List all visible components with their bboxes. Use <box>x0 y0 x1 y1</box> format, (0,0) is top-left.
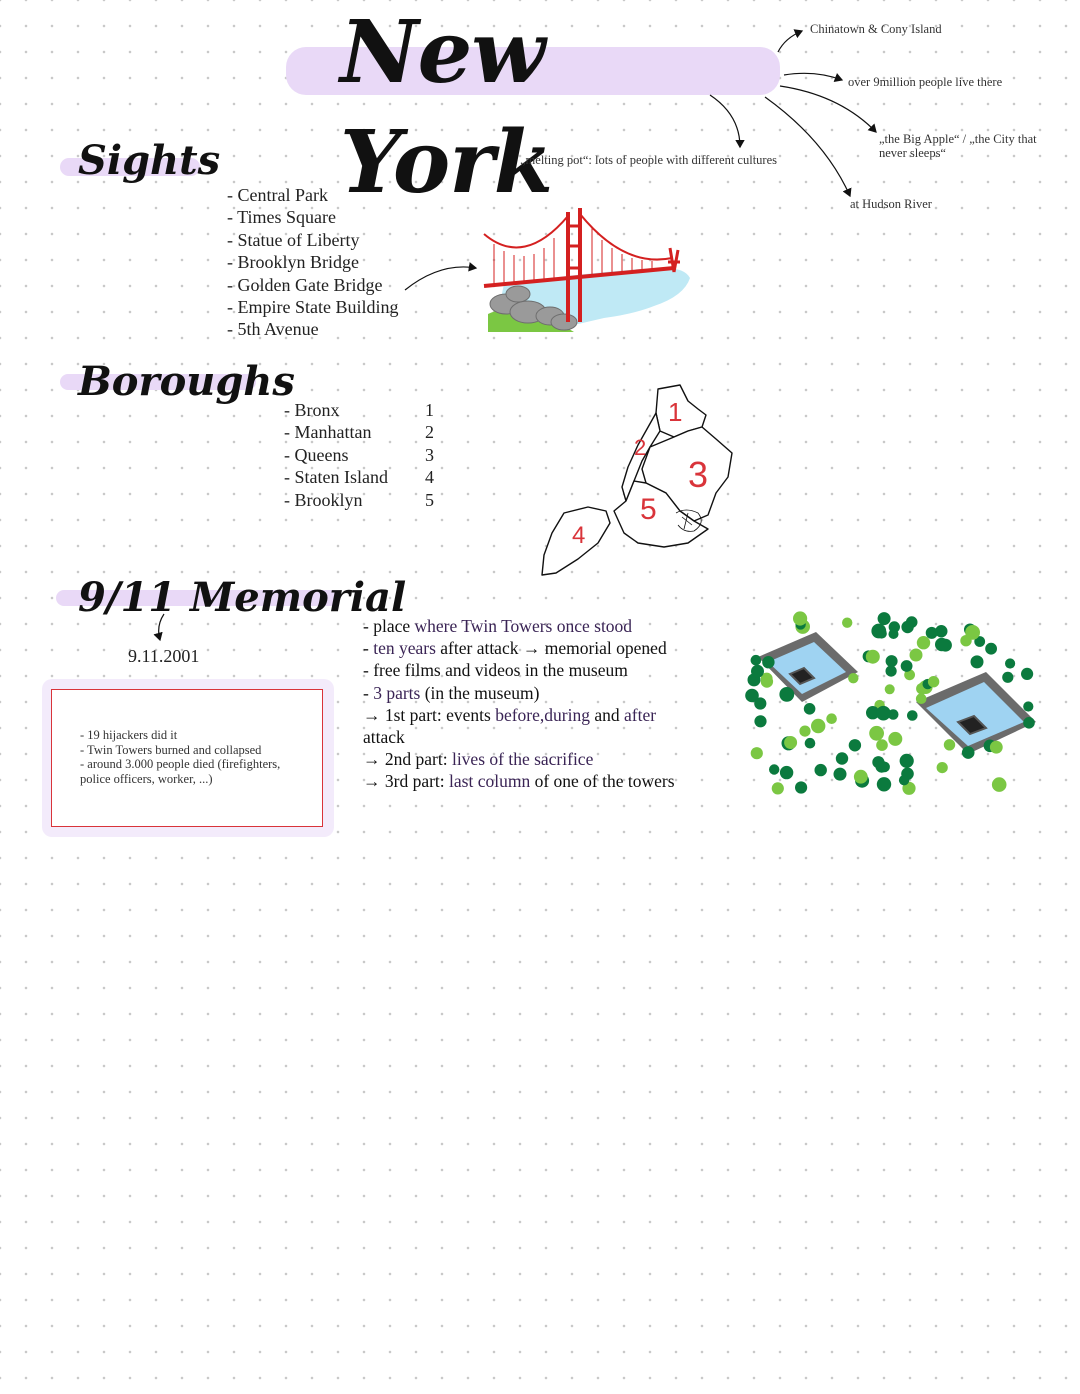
tree-dot <box>751 747 763 759</box>
tree-dot <box>780 766 793 779</box>
tree-dot <box>971 655 984 668</box>
tree-dot <box>848 673 858 683</box>
memorial-pools-illustration <box>746 612 1046 797</box>
tree-dot <box>834 768 847 781</box>
tree-dot <box>866 650 880 664</box>
golden-gate-arrow <box>0 0 1080 400</box>
tree-dot <box>907 710 918 721</box>
page-title: New York <box>340 2 553 213</box>
tree-dot <box>937 762 948 773</box>
list-item: - Brooklyn <box>284 489 363 510</box>
memorial-line: → 3rd part: last column of one of the towers <box>363 771 675 792</box>
tree-dot <box>886 655 898 667</box>
list-item: - Staten Island <box>284 467 388 488</box>
list-item: - Statue of Liberty <box>227 229 360 250</box>
tree-dot <box>784 736 797 749</box>
tree-dot <box>779 687 794 702</box>
tree-dot <box>900 754 914 768</box>
tree-dot <box>751 655 762 666</box>
list-item: - Central Park <box>227 185 328 205</box>
boroughs-heading: Boroughs <box>78 358 295 405</box>
borough-number: 2 <box>425 422 434 442</box>
memorial-line: - place where Twin Towers once stood <box>363 616 633 636</box>
tree-dot <box>871 624 886 639</box>
tree-dot <box>1023 717 1035 729</box>
tree-dot <box>992 777 1007 792</box>
list-item: - Golden Gate Bridge <box>227 274 383 295</box>
borough-number: 1 <box>425 400 434 420</box>
borough-number: 4 <box>425 467 434 487</box>
map-label: 2 <box>634 435 647 460</box>
tree-dot <box>754 697 766 709</box>
list-item: - Times Square <box>227 207 337 228</box>
tree-dot <box>842 618 852 628</box>
tree-dot <box>879 762 890 773</box>
borough-number: 3 <box>425 445 434 465</box>
tree-dot <box>772 782 784 794</box>
borough-number: 5 <box>425 490 434 510</box>
tree-dot <box>876 739 888 751</box>
note-chinatown: Chinatown & Cony Island <box>810 22 942 36</box>
tree-dot <box>990 741 1003 754</box>
note-population: over 9million people live there <box>848 75 1003 89</box>
tree-dot <box>793 611 807 625</box>
memorial-date: 9.11.2001 <box>128 646 200 666</box>
tree-dot <box>899 775 909 785</box>
tree-dot <box>805 738 816 749</box>
memorial-line: attack <box>363 727 405 748</box>
tree-dot <box>795 781 807 793</box>
tree-dot <box>804 703 816 715</box>
memorial-line: - free films and videos in the museum <box>363 660 628 681</box>
tree-dot <box>1002 672 1013 683</box>
tree-dot <box>926 627 938 639</box>
nyc-borough-map <box>538 383 738 583</box>
tree-dot <box>1005 658 1015 668</box>
tree-dot <box>754 715 766 727</box>
tree-dot <box>811 719 825 733</box>
list-item: - Bronx <box>284 400 340 420</box>
fact-item: - around 3.000 people died (firefighters, police officers, worker, ...) <box>80 757 281 786</box>
memorial-facts-box <box>42 679 334 837</box>
tree-dot <box>944 739 955 750</box>
list-item: - Empire State Building <box>227 297 399 318</box>
memorial-line: → 2nd part: lives of the sacrifice <box>363 749 594 770</box>
tree-dot <box>815 764 827 776</box>
list-item: - Manhattan <box>284 422 372 443</box>
tree-dot <box>910 649 923 662</box>
tree-dot <box>876 706 891 721</box>
sights-heading: Sights <box>78 137 221 184</box>
tree-dot <box>901 621 913 633</box>
tree-dot <box>1021 668 1033 680</box>
map-label: 5 <box>640 493 657 526</box>
tree-dot <box>836 752 848 764</box>
boroughs-list <box>284 399 388 511</box>
note-nickname: „the Big Apple“ / „the City that never sleeps“ <box>879 132 1037 160</box>
fact-item: - Twin Towers burned and collapsed <box>80 742 262 757</box>
memorial-heading: 9/11 Memorial <box>78 574 407 621</box>
list-item: - Brooklyn Bridge <box>227 252 359 273</box>
tree-dot <box>916 693 927 704</box>
tree-dot <box>762 656 774 668</box>
tree-dot <box>751 665 764 678</box>
memorial-line: - 3 parts (in the museum) <box>363 682 540 703</box>
list-item: - 5th Avenue <box>227 319 319 340</box>
tree-dot <box>849 739 861 751</box>
list-item: - Queens <box>284 444 349 465</box>
memorial-line: → 1st part: events before,during and after <box>363 704 657 725</box>
tree-dot <box>901 660 913 672</box>
tree-dot <box>917 636 930 649</box>
tree-dot <box>935 638 948 651</box>
note-melting-pot: „melting pot“: lots of people with different cultures <box>520 153 777 167</box>
tree-dot <box>769 764 779 774</box>
tree-dot <box>878 612 891 625</box>
memorial-details <box>363 615 733 793</box>
tree-dot <box>965 625 980 640</box>
golden-gate-bridge-illustration <box>484 206 704 336</box>
note-hudson: at Hudson River <box>850 197 932 211</box>
fact-item: - 19 hijackers did it <box>80 728 178 742</box>
tree-dot <box>1023 701 1033 711</box>
tree-dot <box>888 732 902 746</box>
tree-dot <box>877 777 891 791</box>
tree-dot <box>886 666 897 677</box>
memorial-pool-left <box>758 632 858 702</box>
tree-dot <box>889 629 899 639</box>
map-label: 3 <box>688 454 709 495</box>
map-label: 1 <box>668 397 683 427</box>
tree-dot <box>885 684 895 694</box>
tree-dot <box>854 770 868 784</box>
tree-dot <box>869 726 884 741</box>
memorial-line: - ten years after attack → memorial opened <box>363 638 667 659</box>
tree-dot <box>799 726 810 737</box>
tree-dot <box>928 676 939 687</box>
tree-dot <box>985 643 997 655</box>
tree-dot <box>962 746 975 759</box>
map-label: 4 <box>572 522 586 549</box>
tree-dot <box>826 713 837 724</box>
